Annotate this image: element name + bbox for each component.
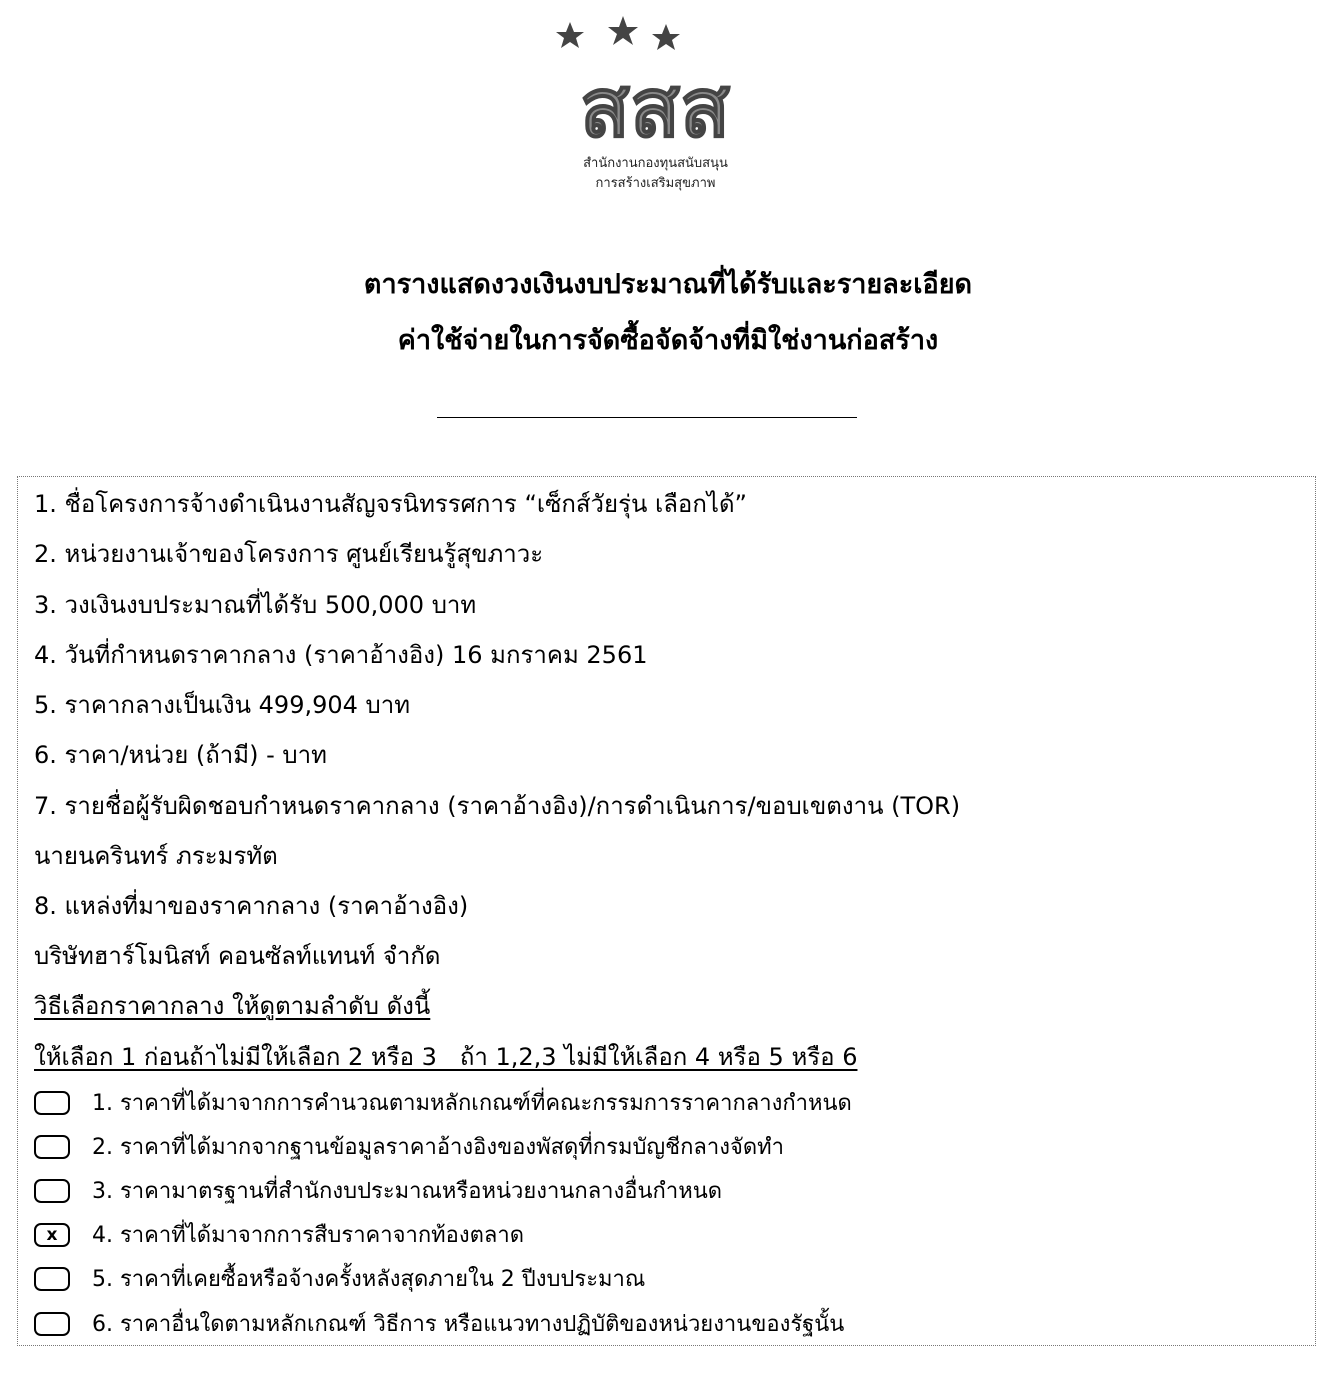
option-label-5: 5. ราคาที่เคยซื้อหรือจ้างครั้งหลังสุดภายใน 2 ปีงบประมาณ	[92, 1267, 646, 1292]
document-title-line1: ตารางแสดงวงเงินงบประมาณที่ได้รับและรายละเอียด	[363, 269, 973, 300]
option-label-4: 4. ราคาที่ได้มาจากการสืบราคาจากท้องตลาด	[92, 1223, 525, 1248]
option-label-3: 3. ราคามาตรฐานที่สำนักงบประมาณหรือหน่วยงานกลางอื่นกำหนด	[92, 1179, 723, 1204]
option-label-6: 6. ราคาอื่นใดตามหลักเกณฑ์ วิธีการ หรือแนวทางปฏิบัติของหน่วยงานของรัฐนั้น	[92, 1312, 845, 1337]
method-rule: ให้เลือก 1 ก่อนถ้าไม่มีให้เลือก 2 หรือ 3 ถ้า 1,2,3 ไม่มีให้เลือก 4 หรือ 5 หรือ 6	[34, 1043, 858, 1071]
item-unit-price: 6. ราคา/หน่วย (ถ้ามี) - บาท	[34, 741, 327, 769]
item-project-name: 1. ชื่อโครงการจ้างดำเนินงานสัญจรนิทรรศการ “เซ็กส์วัยรุ่น เลือกได้”	[34, 490, 747, 518]
title-divider	[437, 417, 857, 418]
item-responsible-name: นายนครินทร์ ภระมรทัต	[34, 842, 278, 870]
logo-org-line1: สำนักงานกองทุนสนับสนุน	[583, 156, 728, 171]
item-price-source-company: บริษัทฮาร์โมนิสท์ คอนซัลท์แทนท์ จำกัด	[34, 942, 441, 970]
option-label-1: 1. ราคาที่ได้มาจากการคำนวณตามหลักเกณฑ์ที่คณะกรรมการราคากลางกำหนด	[92, 1091, 852, 1116]
method-heading: วิธีเลือกราคากลาง ให้ดูตามลำดับ ดังนี้	[34, 992, 431, 1020]
logo-wordmark: สสส	[579, 61, 731, 154]
item-price-source-label: 8. แหล่งที่มาของราคากลาง (ราคาอ้างอิง)	[34, 892, 469, 920]
item-responsible-label: 7. รายชื่อผู้รับผิดชอบกำหนดราคากลาง (ราคาอ้างอิง)/การดำเนินการ/ขอบเขตงาน (TOR)	[34, 792, 961, 820]
item-owner-unit: 2. หน่วยงานเจ้าของโครงการ ศูนย์เรียนรู้สุขภาวะ	[34, 540, 544, 568]
item-budget: 3. วงเงินงบประมาณที่ได้รับ 500,000 บาท	[34, 591, 477, 619]
option-label-2: 2. ราคาที่ได้มากจากฐานข้อมูลราคาอ้างอิงของพัสดุที่กรมบัญชีกลางจัดทำ	[92, 1135, 785, 1160]
logo-star-icon	[608, 16, 638, 45]
item-median-price: 5. ราคากลางเป็นเงิน 499,904 บาท	[34, 691, 411, 719]
option-checkbox-2[interactable]	[34, 1135, 70, 1159]
option-checkbox-1[interactable]	[34, 1091, 70, 1115]
option-checkbox-6[interactable]	[34, 1312, 70, 1336]
logo-star-icon	[556, 22, 584, 48]
thaihealth-logo	[548, 14, 763, 194]
option-checkbox-3[interactable]	[34, 1179, 70, 1203]
logo-org-line2: การสร้างเสริมสุขภาพ	[595, 176, 716, 191]
logo-star-icon	[652, 24, 680, 50]
document-title-line2: ค่าใช้จ่ายในการจัดซื้อจัดจ้างที่มิใช่งานก่อสร้าง	[397, 325, 939, 356]
logo-emblem-icon	[548, 14, 763, 154]
item-reference-date: 4. วันที่กำหนดราคากลาง (ราคาอ้างอิง) 16 มกราคม 2561	[34, 641, 648, 669]
option-checkbox-4[interactable]: x	[34, 1223, 70, 1247]
option-checkbox-5[interactable]	[34, 1267, 70, 1291]
